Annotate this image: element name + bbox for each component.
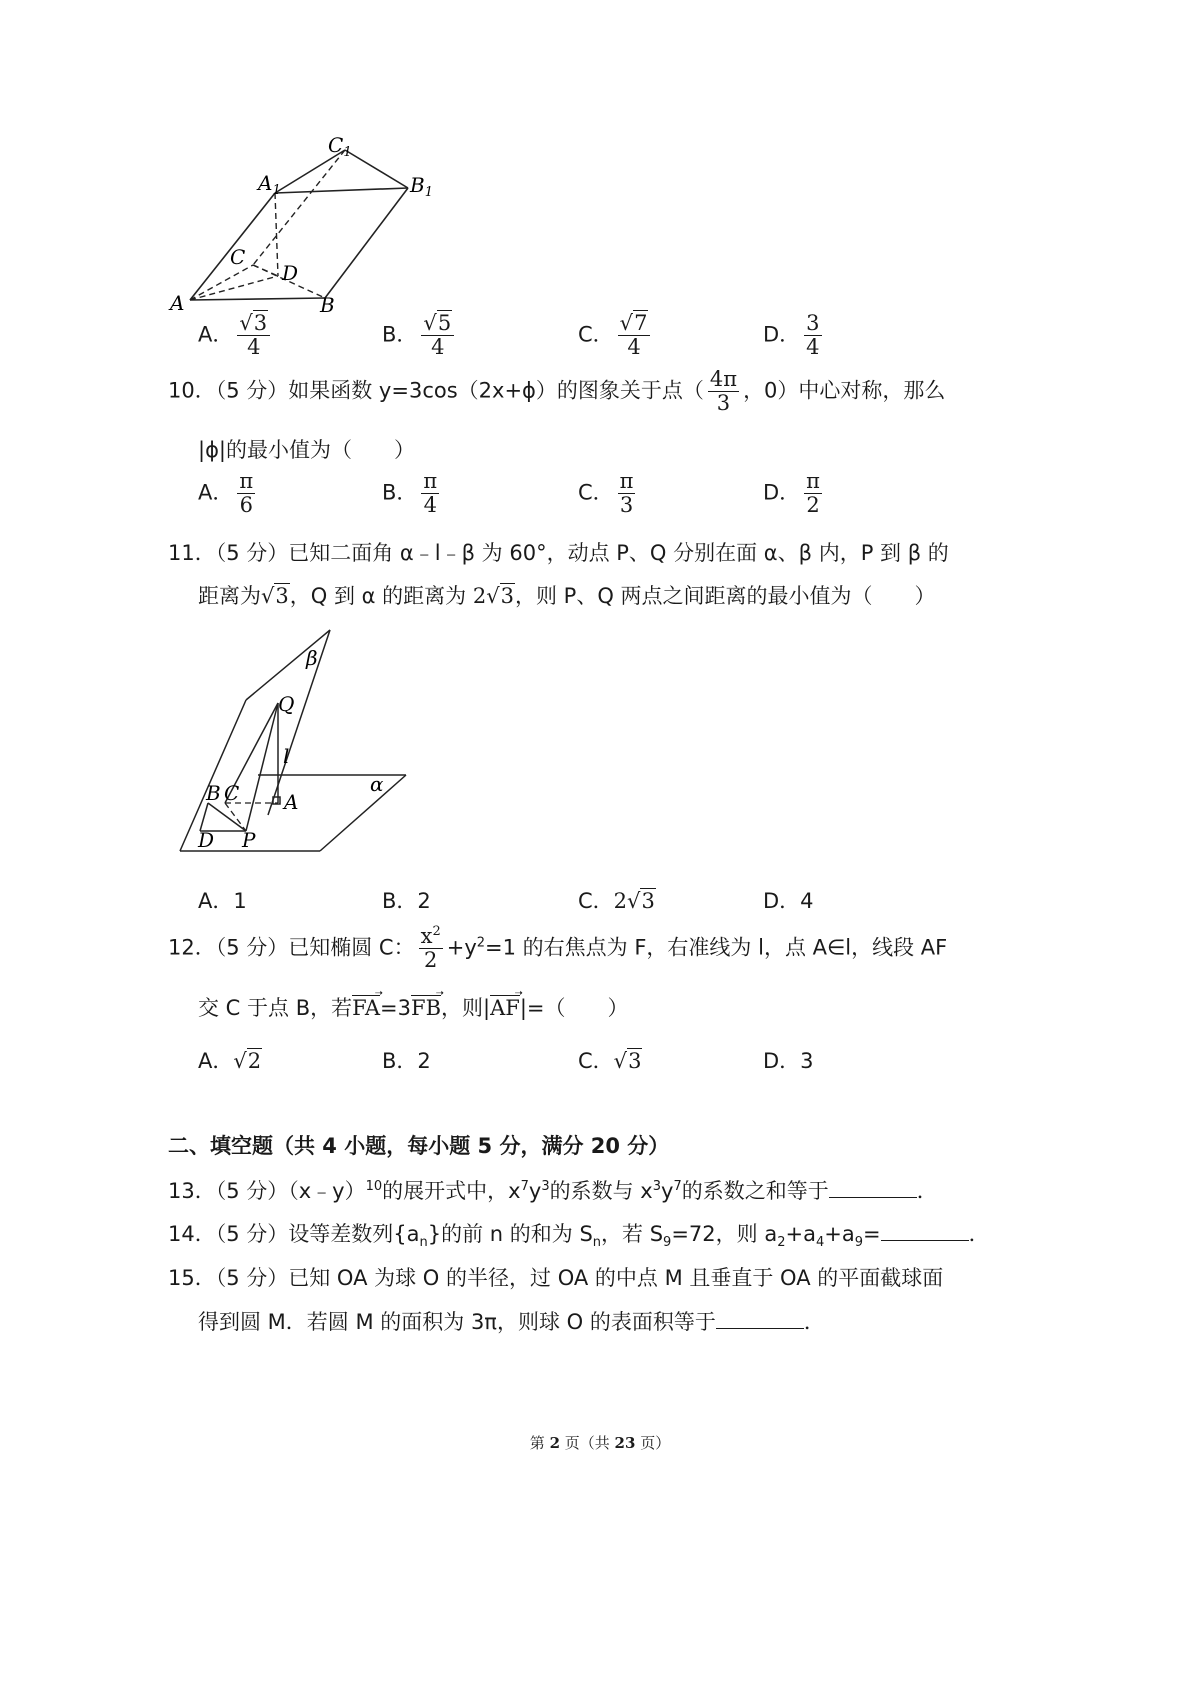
label-d: D (282, 261, 299, 285)
label-a1: $A_1$ (258, 171, 281, 198)
label-b-fig2: B (206, 781, 221, 805)
label-p: P (242, 828, 256, 852)
q14-blank[interactable] (881, 1222, 969, 1241)
section-title: 二、填空题（共 4 小题，每小题 5 分，满分 20 分） (168, 1134, 670, 1158)
q11-option-d: D．4 (763, 889, 814, 913)
label-c1: $C_1$ (328, 133, 352, 160)
q10-option-b: B． $\frac{\pi}{4}$ (382, 469, 438, 518)
q11-option-c: C．2√3 (578, 889, 655, 913)
q9-option-c: C． $\frac{√7}{4}$ (578, 312, 654, 359)
q12-line2: 交 C 于点 B，若FA ➝ =3FB ➝ ，则|AF ➝ |=（ ） (198, 988, 629, 1020)
q9-option-d: D． $\frac{3}{4}$ (763, 311, 820, 360)
q13-blank[interactable] (829, 1179, 917, 1198)
q12-option-b: B．2 (382, 1049, 431, 1073)
label-beta: β (306, 646, 318, 670)
q11-option-a: A．1 (198, 889, 247, 913)
label-alpha: α (370, 772, 384, 796)
page-footer: 第 2 页（共 23 页） (529, 1434, 671, 1452)
q13: 13．（5 分）（x﹣y）$^{10}$的展开式中，$x^7y^3$的系数与 $x^3y^7$的系数之和等于 ． (168, 1179, 938, 1203)
label-a: A (170, 291, 185, 315)
q9-option-a: A． $\frac{√3}{4}$ (198, 312, 274, 359)
q9-option-b: B． $\frac{√5}{4}$ (382, 312, 458, 359)
q10-line1: 10．（5 分）如果函数 y=3cos（2x+ϕ）的图象关于点（ $\frac{4\pi}{3}$ ，0）中心对称，那么 (168, 367, 946, 416)
label-b1: $B_1$ (410, 173, 433, 200)
q10-line2: |ϕ|的最小值为（ ） (198, 438, 416, 462)
q14: 14．（5 分）设等差数列$\{a_n\}$的前 n 的和为 $S_n$，若 $S_9=72$，则 $a_2+a_4+a_9=$ ． (168, 1222, 990, 1251)
q12-option-d: D．3 (763, 1049, 814, 1073)
q11-line1: 11．（5 分）已知二面角 α﹣l﹣β 为 60°，动点 P、Q 分别在面 α、β 内，P 到 β 的 (168, 541, 949, 565)
q15-line2: 得到圆 M．若圆 M 的面积为 3π，则球 O 的表面积等于 ． (198, 1310, 825, 1334)
label-l: l (283, 744, 290, 768)
q12-line1: 12．（5 分）已知椭圆 C： $\frac{x^2}{2}$ $+y^2=1$ 的右焦点为 F，右准线为 l，点 A∈l，线段 AF (168, 924, 948, 973)
q12-option-c: C．√3 (578, 1049, 642, 1073)
dihedral-figure (170, 625, 420, 865)
label-q: Q (278, 692, 295, 716)
q10-option-d: D． $\frac{\pi}{2}$ (763, 469, 820, 518)
q11-line2: 距离为√3，Q 到 α 的距离为 2√3，则 P、Q 两点之间距离的最小值为（ ） (198, 584, 936, 608)
q12-option-a: A．√2 (198, 1049, 262, 1073)
q10-option-c: C． $\frac{\pi}{3}$ (578, 469, 634, 518)
q15-line1: 15．（5 分）已知 OA 为球 O 的半径，过 OA 的中点 M 且垂直于 OA 的平面截球面 (168, 1266, 944, 1290)
q10-option-a: A． $\frac{\pi}{6}$ (198, 469, 254, 518)
label-b: B (320, 293, 335, 317)
q15-blank[interactable] (716, 1310, 804, 1329)
prism-figure (160, 130, 470, 340)
q11-option-b: B．2 (382, 889, 431, 913)
label-d-fig2: D (198, 828, 215, 852)
label-c: C (230, 245, 246, 269)
label-a-fig2: A (284, 790, 299, 814)
label-c-fig2: C (224, 781, 240, 805)
